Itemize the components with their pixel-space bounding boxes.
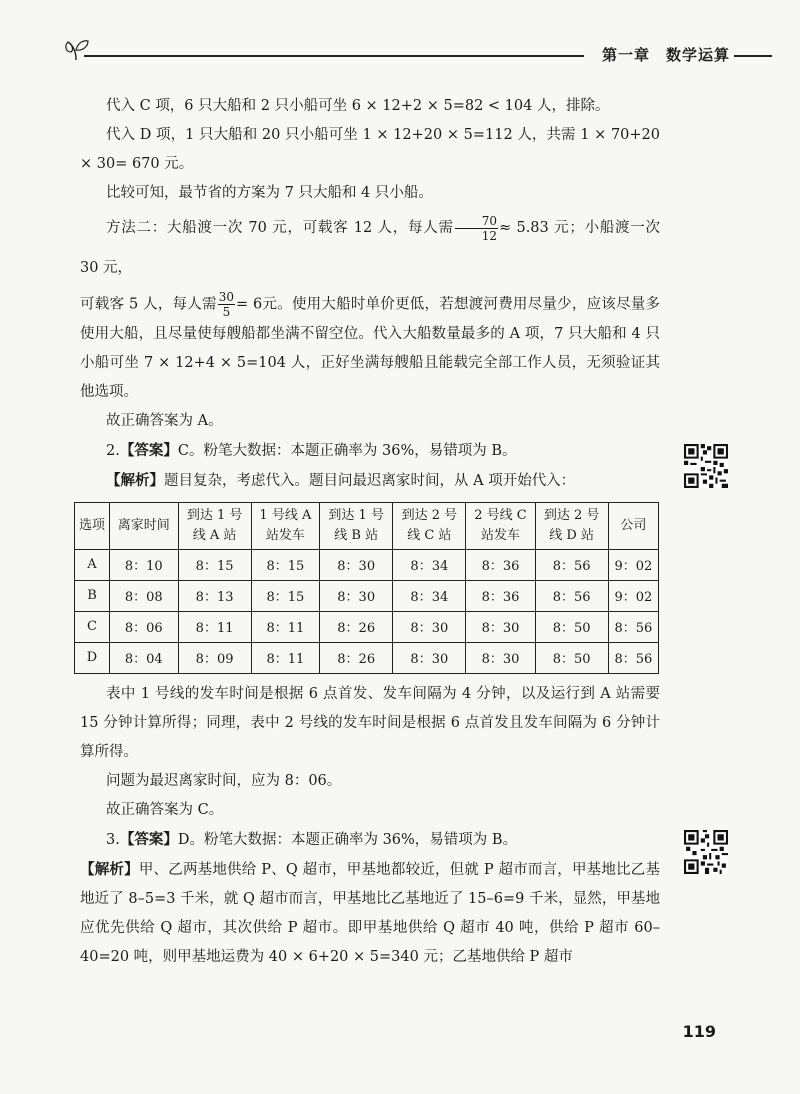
table-cell: 8：30 — [393, 642, 466, 673]
table-cell: 8：34 — [393, 549, 466, 580]
page-number: 119 — [682, 1022, 716, 1041]
paragraph-method-two: 方法二：大船渡一次 70 元，可载客 12 人，每人需 $\frac{70}{12}$ ≈ 5.83 元；小船渡一次 30 元， — [80, 213, 660, 276]
header-rule-right — [734, 55, 772, 57]
table-cell: 8：09 — [178, 642, 251, 673]
paragraph-table-explain: 表中 1 号线的发车时间是根据 6 点首发、发车间隔为 4 分钟，以及运行到 A 站需要 15 分钟计算所得；同理，表中 2 号线的发车时间是根据 6 点首发且发车间隔为 6 分钟计算所得。 — [80, 685, 660, 760]
table-cell: 8：36 — [466, 580, 535, 611]
table-cell: 8：30 — [320, 580, 393, 611]
table-cell: 8：11 — [178, 611, 251, 642]
table-cell: 8：08 — [109, 580, 178, 611]
table-cell: 8：56 — [535, 549, 608, 580]
table-header-cell: 2 号线 C 站发车 — [466, 502, 535, 549]
table-header-cell: 1 号线 A 站发车 — [251, 502, 319, 549]
table-cell: 8：04 — [109, 642, 178, 673]
table-header-cell: 到达 2 号 线 C 站 — [393, 502, 466, 549]
table-row — [75, 611, 659, 642]
table-cell: 8：34 — [393, 580, 466, 611]
page-content — [80, 92, 660, 972]
table-cell: 8：26 — [320, 642, 393, 673]
table-cell: C — [75, 611, 110, 642]
table-header-cell: 公司 — [608, 502, 658, 549]
table-cell: 8：13 — [178, 580, 251, 611]
answer-q1: 故正确答案为 A。 — [106, 412, 223, 429]
fraction-70-12: $\frac{70}{12}$ — [455, 214, 498, 243]
table-cell: 8：11 — [251, 642, 319, 673]
table-cell: 8：56 — [608, 642, 658, 673]
fraction-30-5: $\frac{30}{5}$ — [218, 290, 235, 319]
paragraph-option-d: 代入 D 项，1 只大船和 20 只小船可坐 1 × 12+20 × 5=112 人，共需 1 × 70+20 × 30= 670 元。 — [80, 127, 660, 172]
q2-answer: 2.【答案】C。粉笔大数据：本题正确率为 36%，易错项为 B。 — [106, 441, 517, 459]
table-header-cell: 到达 1 号 线 A 站 — [178, 502, 251, 549]
table-cell: 8：36 — [466, 549, 535, 580]
table-cell: 8：30 — [466, 611, 535, 642]
answer-tag: 【答案】 — [119, 441, 178, 459]
table-cell: 8：30 — [466, 642, 535, 673]
qr-code-icon — [684, 444, 728, 488]
table-cell: 8：06 — [109, 611, 178, 642]
table-cell: 8：10 — [109, 549, 178, 580]
header-rule-left — [84, 55, 584, 57]
table-cell: 8：50 — [535, 642, 608, 673]
table-row — [75, 642, 659, 673]
qr-code-icon — [684, 830, 728, 874]
leaf-icon — [62, 34, 92, 64]
answer-q2: 故正确答案为 C。 — [106, 801, 224, 818]
q3-analysis: 【解析】甲、乙两基地供给 P、Q 超市，甲基地都较近，但就 P 超市而言，甲基地比乙基地近了 8–5=3 千米，就 Q 超市而言，甲基地比乙基地近了 15–6=9 千米，显然，甲基地应优先供给 Q 超市，其次供给 P 超市。即甲基地供给 Q 超市 40 吨，供给 P 超市 60–40=20 吨，则甲基地运费为 40 × 6+20 × 5=340 元；乙基地供给 P 超市 — [80, 860, 661, 965]
paragraph-compare: 比较可知，最节省的方案为 7 只大船和 4 只小船。 — [106, 185, 433, 201]
analysis-tag: 【解析】 — [80, 860, 139, 878]
answer-tag: 【答案】 — [119, 830, 178, 848]
schedule-table — [74, 502, 659, 674]
table-cell: 9：02 — [608, 549, 658, 580]
table-cell: 8：26 — [320, 611, 393, 642]
table-cell: 8：30 — [320, 549, 393, 580]
table-header-row — [75, 502, 659, 549]
table-cell: 8：50 — [535, 611, 608, 642]
chapter-title: 第一章 数学运算 — [601, 46, 730, 64]
q2-analysis: 【解析】题目复杂，考虑代入。题目问最迟离家时间，从 A 项开始代入： — [106, 471, 576, 489]
table-body — [75, 549, 659, 673]
table-header-cell: 到达 2 号 线 D 站 — [535, 502, 608, 549]
page-header — [62, 34, 772, 64]
table-cell: D — [75, 642, 110, 673]
table-cell: 8：15 — [251, 549, 319, 580]
table-header-cell: 离家时间 — [109, 502, 178, 549]
table-cell: 8：15 — [178, 549, 251, 580]
paragraph-method-two-cont: 可载客 5 人，每人需 $\frac{30}{5}$ = 6元。使用大船时单价更低，若想渡河费用尽量少，应该尽量多使用大船，且尽量使每艘船都坐满不留空位。代入大船数量最多的 A 项，7 只大船和 4 只小船可坐 7 × 12+4 × 5=104 人，正好坐满每艘船且能载完全部工作人员，无须验证其他选项。 — [80, 290, 660, 400]
table-header-cell: 到达 1 号 线 B 站 — [320, 502, 393, 549]
table-row — [75, 549, 659, 580]
table-cell: 8：30 — [393, 611, 466, 642]
table-cell: 8：56 — [608, 611, 658, 642]
q3-answer: 3.【答案】D。粉笔大数据：本题正确率为 36%，易错项为 B。 — [106, 830, 518, 848]
table-cell: 8：11 — [251, 611, 319, 642]
table-cell: 9：02 — [608, 580, 658, 611]
table-cell: B — [75, 580, 110, 611]
paragraph-option-c: 代入 C 项，6 只大船和 2 只小船可坐 6 × 12+2 × 5=82 < 104 人，排除。 — [106, 98, 610, 114]
table-cell: 8：15 — [251, 580, 319, 611]
table-cell: 8：56 — [535, 580, 608, 611]
analysis-tag: 【解析】 — [106, 471, 164, 489]
table-row — [75, 580, 659, 611]
table-cell: A — [75, 549, 110, 580]
table-header-cell: 选项 — [75, 502, 110, 549]
paragraph-latest-time: 问题为最迟离家时间，应为 8：06。 — [106, 772, 342, 789]
